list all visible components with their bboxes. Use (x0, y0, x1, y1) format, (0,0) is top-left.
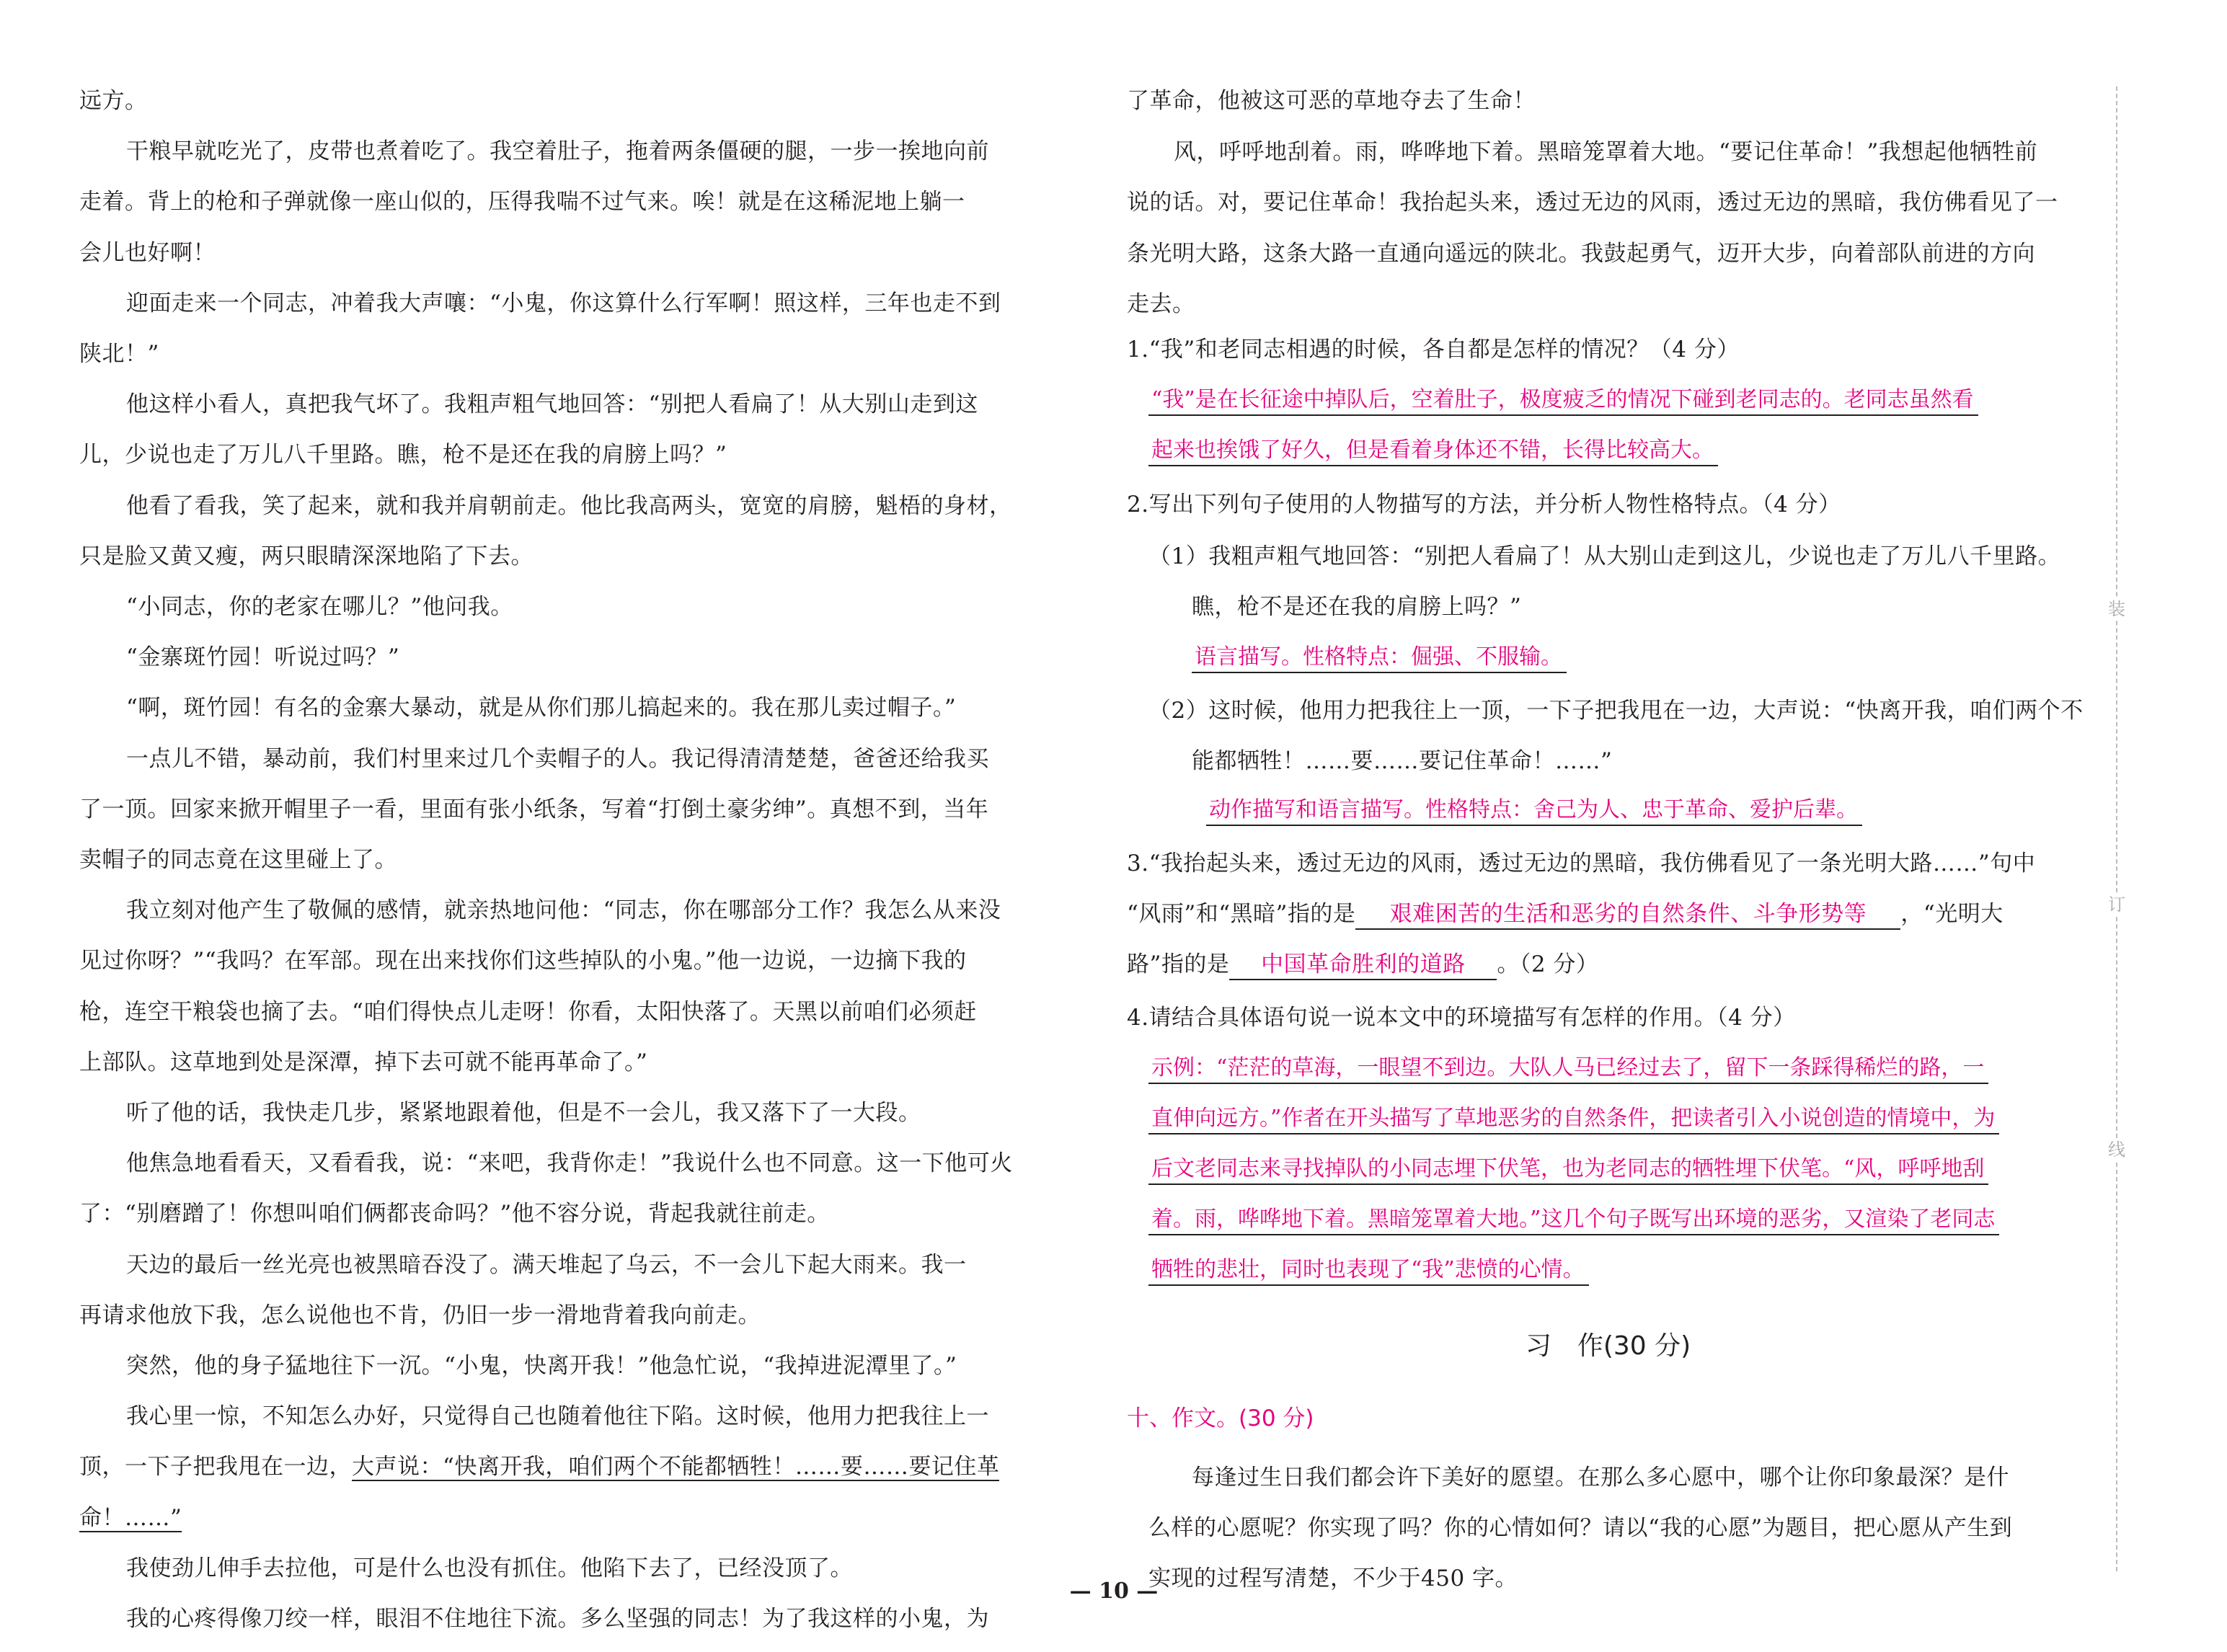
section-10-heading (1127, 1404, 1314, 1433)
passage-line: 他看了看我，笑了起来，就和我并肩朝前走。他比我高两头，宽宽的肩膀，魁梧的身材， (126, 492, 1012, 519)
question-2-1-line-1: （1）我粗声粗气地回答：“别把人看扁了！从大别山走到这儿，少说也走了万儿八千里路。 (1148, 543, 2061, 569)
passage-line: 见过你呀？”“我吗？在军部。现在出来找你们这些掉队的小鬼。”他一边说，一边摘下我的 (79, 948, 967, 974)
answer-3-blank-2: 中国革命胜利的道路 (1229, 950, 1497, 980)
passage-line: 我使劲儿伸手去拉他，可是什么也没有抓住。他陷下去了，已经没顶了。 (126, 1555, 853, 1581)
answer-4-line-3: 后文老同志来寻找掉队的小同志埋下伏笔，也为老同志的牺牲埋下伏笔。“风，呼呼地刮 (1148, 1155, 1988, 1185)
passage-line: 儿，少说也走了万儿八千里路。瞧，枪不是还在我的肩膀上吗？” (79, 442, 727, 468)
passage-line: 只是脸又黄又瘦，两只眼睛深深地陷了下去。 (79, 543, 533, 569)
passage-line: 天边的最后一丝光亮也被黑暗吞没了。满天堆起了乌云，不一会儿下起大雨来。我一 (126, 1251, 967, 1278)
passage-text: 顶，一下子把我甩在一边， (79, 1454, 352, 1480)
question-4: 4.请结合具体语句说一说本文中的环境描写有怎样的作用。（4 分） (1127, 1005, 1796, 1031)
answer-4-line-1: 示例：“茫茫的草海，一眼望不到边。大队人马已经过去了，留下一条踩得稀烂的路，一 (1148, 1054, 1988, 1084)
passage-line: 风，呼呼地刮着。雨，哗哗地下着。黑暗笼罩着大地。“要记住革命！”我想起他牺牲前 (1174, 138, 2038, 165)
underlined-quote: 大声说：“快离开我，咱们两个不能都牺牲！……要……要记住革 (352, 1454, 1000, 1480)
answer-1-line-2: 起来也挨饿了好久，但是看着身体还不错，长得比较高大。 (1148, 436, 1718, 466)
answer-4-line-4: 着。雨，哗哗地下着。黑暗笼罩着大地。”这几个句子既写出环境的恶劣，又渲染了老同志 (1148, 1205, 1999, 1235)
question-3-line-3 (1127, 950, 2089, 980)
passage-line: 枪，连空干粮袋也摘了去。“咱们得快点儿走呀！你看，太阳快落了。天黑以前咱们必须赶 (79, 998, 977, 1025)
question-3-text-a: “风雨”和“黑暗”指的是 (1127, 901, 1356, 927)
cut-label-1: 装 (2106, 598, 2128, 620)
passage-line: 他焦急地看看天，又看看我，说：“来吧，我背你走！”我说什么也不同意。这一下他可火 (126, 1150, 1013, 1177)
section-title: 习 作(30 分) (1525, 1331, 1691, 1361)
passage-line: 卖帽子的同志竟在这里碰上了。 (79, 847, 397, 873)
answer-4-line-5: 牺牲的悲壮，同时也表现了“我”悲愤的心情。 (1148, 1256, 1589, 1286)
passage-line: 条光明大路，这条大路一直通向遥远的陕北。我鼓起勇气，迈开大步，向着部队前进的方向 (1127, 240, 2035, 267)
essay-prompt-line: 么样的心愿呢？你实现了吗？你的心情如何？请以“我的心愿”为题目，把心愿从产生到 (1148, 1515, 2013, 1541)
passage-line: 远方。 (79, 88, 148, 114)
passage-line: 我立刻对他产生了敬佩的感情，就亲热地问他：“同志，你在哪部分工作？我怎么从来没 (126, 897, 1001, 924)
passage-line: 干粮早就吃光了，皮带也煮着吃了。我空着肚子，拖着两条僵硬的腿，一步一挨地向前 (126, 138, 989, 165)
answer-4-line-2: 直伸向远方。”作者在开头描写了草地恶劣的自然条件，把读者引入小说创造的情境中，为 (1148, 1104, 1999, 1134)
passage-line: 陕北！” (79, 341, 159, 367)
passage-line-underlined (79, 1452, 1038, 1481)
underlined-quote: 命！……” (79, 1504, 182, 1531)
question-2: 2.写出下列句子使用的人物描写的方法，并分析人物性格特点。（4 分） (1127, 492, 1841, 518)
answer-2-1: 语言描写。性格特点：倔强、不服输。 (1192, 643, 1567, 673)
section-10-number: 十、作文。 (1127, 1405, 1239, 1431)
passage-line: 了一顶。回家来掀开帽里子一看，里面有张小纸条，写着“打倒土豪劣绅”。真想不到，当年 (79, 796, 989, 822)
passage-line: 突然，他的身子猛地往下一沉。“小鬼，快离开我！”他急忙说，“我掉进泥潭里了。” (126, 1353, 957, 1379)
question-3-line-2 (1127, 900, 2089, 930)
passage-line: 他这样小看人，真把我气坏了。我粗声粗气地回答：“别把人看扁了！从大别山走到这 (126, 391, 978, 418)
answer-1-line-1: “我”是在长征途中掉队后，空着肚子，极度疲乏的情况下碰到老同志的。老同志虽然看 (1148, 386, 1978, 416)
passage-line: 一点儿不错，暴动前，我们村里来过几个卖帽子的人。我记得清清楚楚，爸爸还给我买 (126, 745, 989, 772)
question-1: 1.“我”和老同志相遇的时候，各自都是怎样的情况？（4 分） (1127, 337, 1740, 363)
answer-2-2: 动作描写和语言描写。性格特点：舍己为人、忠于革命、爱护后辈。 (1206, 796, 1862, 826)
passage-line: “啊，斑竹园！有名的金寨大暴动，就是从你们那儿搞起来的。我在那儿卖过帽子。” (126, 695, 957, 721)
essay-prompt-line: 实现的过程写清楚，不少于450 字。 (1148, 1566, 1518, 1591)
question-3-text-d: 。（2 分） (1497, 951, 1599, 977)
section-10-points: (30 分) (1239, 1405, 1314, 1431)
passage-line: 再请求他放下我，怎么说他也不肯，仍旧一步一滑地背着我向前走。 (79, 1302, 761, 1328)
question-3-text-c: 路”指的是 (1127, 951, 1230, 977)
passage-line: “金寨斑竹园！听说过吗？” (126, 644, 400, 671)
passage-line-underlined (79, 1504, 1038, 1532)
answer-3-blank-1: 艰难困苦的生活和恶劣的自然条件、斗争形势等 (1355, 900, 1900, 930)
passage-line: 说的话。对，要记住革命！我抬起头来，透过无边的风雨，透过无边的黑暗，我仿佛看见了一 (1127, 190, 2058, 216)
binding-cut-line (2116, 86, 2117, 1571)
page-number: — 10 — (1069, 1578, 1159, 1604)
passage-line: 听了他的话，我快走几步，紧紧地跟着他，但是不一会儿，我又落下了一大段。 (126, 1100, 921, 1126)
passage-line: 走去。 (1127, 291, 1195, 317)
passage-line: 会儿也好啊！ (79, 239, 216, 266)
question-2-2-line-2: 能都牺牲！……要……要记住革命！……” (1192, 748, 1613, 774)
cut-label-2: 订 (2106, 894, 2128, 915)
passage-line: 我心里一惊，不知怎么办好，只觉得自己也随着他往下陷。这时候，他用力把我往上一 (126, 1403, 989, 1430)
passage-line: 了革命，他被这可恶的草地夺去了生命！ (1127, 88, 1536, 114)
passage-line: 迎面走来一个同志，冲着我大声嚷：“小鬼，你这算什么行军啊！照这样，三年也走不到 (126, 290, 1001, 316)
passage-line: 我的心疼得像刀绞一样，眼泪不住地往下流。多么坚强的同志！为了我这样的小鬼，为 (126, 1606, 989, 1632)
cut-label-3: 线 (2106, 1139, 2128, 1160)
question-3-text-b: ，“光明大 (1900, 901, 2004, 927)
passage-line: 走着。背上的枪和子弹就像一座山似的，压得我喘不过气来。唉！就是在这稀泥地上躺一 (79, 189, 965, 216)
passage-line: 了：“别磨蹭了！你想叫咱们俩都丧命吗？”他不容分说，背起我就往前走。 (79, 1201, 830, 1227)
question-2-2-line-1: （2）这时候，他用力把我往上一顶，一下子把我甩在一边，大声说：“快离开我，咱们两个不 (1148, 698, 2084, 724)
question-2-1-line-2: 瞧，枪不是还在我的肩膀上吗？” (1192, 594, 1522, 620)
passage-line: 上部队。这草地到处是深潭，掉下去可就不能再革命了。” (79, 1049, 648, 1075)
essay-prompt-line: 每逢过生日我们都会许下美好的愿望。在那么多心愿中，哪个让你印象最深？是什 (1192, 1465, 2009, 1491)
passage-line: “小同志，你的老家在哪儿？”他问我。 (126, 594, 513, 620)
question-3-line-1: 3.“我抬起头来，透过无边的风雨，透过无边的黑暗，我仿佛看见了一条光明大路……”句中 (1127, 851, 2036, 876)
